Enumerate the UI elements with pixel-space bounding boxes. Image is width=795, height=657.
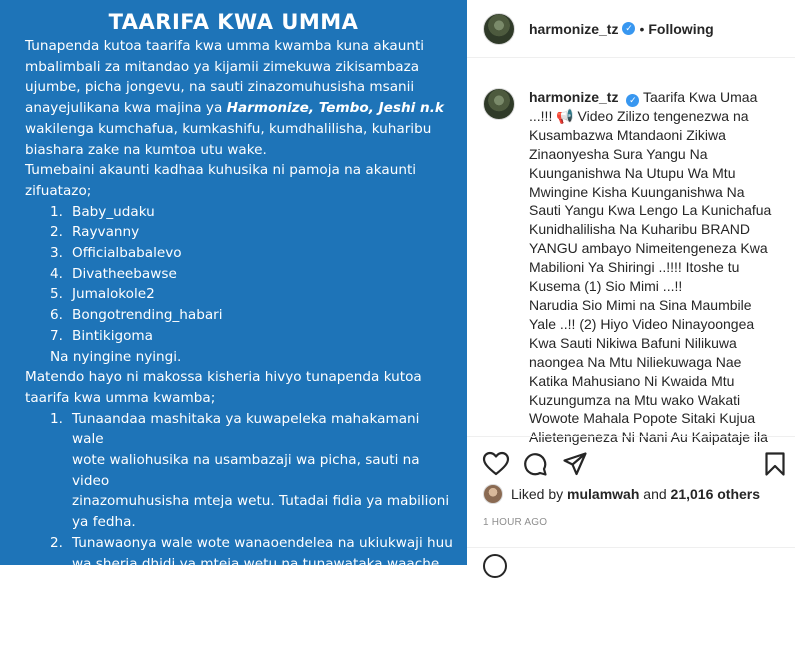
emoji-icon[interactable] — [483, 554, 507, 578]
demand-item — [25, 533, 455, 595]
likes-middle: and — [643, 486, 667, 502]
post-sidebar — [467, 0, 795, 565]
notice-title: TAARIFA KWA UMMA — [108, 10, 359, 34]
demand-line: wote waliohusika na usambazaji wa picha, sauti na video — [72, 452, 420, 489]
demand-line: wa sheria dhidi ya mteja wetu na tunawataka waache — [72, 555, 440, 572]
separator-dot: • — [639, 20, 645, 37]
issued-prefix: Imetolewa leo tarehe — [25, 617, 174, 634]
caption-body: Narudia Sio Mimi na Sina Maumbile Yale ..!! (2) Hiyo Video Ninayoongea Kwa Sauti Nikiwa Bafuni Nilikuwa naongea Na Mtu Niliekuwaga Nae Katika Mahusiano Ni Kwaida Mtu Kuzungumza na Mtu wako Wakati Wowote Mahala Popote Sitaki Kujua Alietengeneza Ni Nani Au Kaipataje ila — [529, 297, 768, 446]
caption-text — [529, 88, 777, 447]
demand-line: ya fedha. — [72, 514, 136, 531]
issued-line — [25, 616, 455, 637]
actions-line: Matendo hayo ni makossa kisheria hivyo tunapenda kutoa — [25, 369, 422, 386]
account-item — [25, 202, 455, 223]
demand-item — [25, 409, 455, 533]
accounts-list — [25, 202, 455, 347]
account-name: Divatheebawse — [72, 265, 177, 282]
list-number: 6. — [50, 307, 63, 324]
caption-username[interactable]: harmonize_tz — [529, 89, 619, 105]
artist-names: Harmonize, Tembo, Jeshi n.k — [226, 100, 444, 117]
list-number: 5. — [50, 286, 63, 303]
account-name: Bongotrending_habari — [72, 307, 223, 324]
liked-by-user[interactable]: mulamwah — [567, 486, 640, 502]
account-name: Bintikigoma — [72, 327, 153, 344]
bookmark-icon[interactable] — [765, 452, 785, 476]
account-name: Baby_udaku — [72, 203, 155, 220]
intro-line: wakilenga kumchafua, kumkashifu, kumdhalilisha, kuharibu — [25, 120, 432, 137]
issued-date: 14 April, 2021 — [173, 617, 282, 634]
caption-row — [483, 88, 779, 447]
list-number: 1. — [50, 410, 63, 427]
demand-line: zinazomuhusisha mteja wetu. Tutadai fidia ya mabilioni — [72, 493, 450, 510]
comment-icon[interactable] — [523, 452, 547, 476]
demand-line: Tunaandaa mashitaka ya kuwapeleka mahakamani wale — [72, 410, 420, 448]
caption-body: Taarifa Kwa Umaa ...!!! 📢 Video Zilizo tengenezwa na Kusambazwa Mtandaoni Zikiwa Zinaonyesha Sura Yangu Na Kuunganishwa Na Utupu Wa Mtu Mwingine Kisha Kuunganishwa Na Sauti Yangu Kwa Lengo La Kunichafua Kunidhalilisha Na Kuharibu BRAND YANGU ambayo Nimeitengeneza Kwa Mabilioni Ya Shiringi ..!!!! Itoshe tu Kusema (1) Sio Mimi ...!! — [529, 89, 772, 295]
intro-line: ujumbe, picha jongevu, na sauti zinazomuhusisha msanii — [25, 79, 415, 96]
actions-line: taarifa kwa umma kwamba; — [25, 389, 216, 406]
account-name: Jumalokole2 — [72, 286, 155, 303]
intro-line: Tunapenda kutoa taarifa kwa umma kwamba kuna akaunti — [25, 38, 425, 54]
account-item — [25, 264, 455, 285]
account-item — [25, 243, 455, 264]
action-bar — [467, 436, 795, 486]
post-header — [467, 0, 795, 58]
header-username[interactable]: harmonize_tz — [529, 20, 619, 37]
intro-line — [25, 98, 455, 119]
heart-icon[interactable] — [483, 452, 509, 476]
list-number: 2. — [50, 534, 63, 551]
found-line: zifuatazo; — [25, 182, 92, 199]
likes-summary[interactable] — [483, 484, 760, 504]
following-button[interactable]: Following — [648, 20, 714, 37]
list-number: 2. — [50, 224, 63, 241]
verified-badge-icon: ✓ — [622, 22, 635, 35]
avatar[interactable] — [483, 13, 515, 45]
demand-line: kufanya hivyo mara moja na kabisa. — [72, 576, 319, 593]
intro-line: biashara zake na kumtoa utu wake. — [25, 141, 267, 158]
account-item — [25, 305, 455, 326]
list-number: 1. — [50, 203, 63, 220]
account-item — [25, 284, 455, 305]
likes-count[interactable]: 21,016 others — [670, 486, 761, 502]
demands-list — [25, 409, 455, 595]
intro-line: mbalimbali za mitandao ya kijamii zimekuwa zikisambaza — [25, 58, 420, 75]
likes-prefix: Liked by — [511, 486, 564, 502]
account-item — [25, 326, 455, 347]
avatar[interactable] — [483, 88, 515, 120]
comment-bar — [467, 547, 795, 567]
list-number: 3. — [50, 245, 63, 262]
notice-body — [25, 36, 455, 657]
list-number: 7. — [50, 327, 63, 344]
caption-area[interactable] — [467, 58, 795, 446]
closing: Na, — [25, 638, 48, 655]
account-name: Officialbabalevo — [72, 245, 182, 262]
demand-line: Tunawaonya wale wote wanaoendelea na ukiukwaji huu — [72, 534, 453, 551]
many-more: Na nyingine nyingi. — [50, 348, 182, 365]
intro-text: anayejulikana kwa majina ya — [25, 100, 227, 117]
account-name: Rayvanny — [72, 224, 140, 241]
post-timestamp[interactable]: 1 HOUR AGO — [483, 517, 548, 528]
list-number: 4. — [50, 265, 63, 282]
share-icon[interactable] — [563, 452, 587, 476]
avatar — [483, 484, 503, 504]
verified-badge-icon: ✓ — [626, 94, 639, 107]
account-item — [25, 222, 455, 243]
found-line: Tumebaini akaunti kadhaa kuhusika ni pamoja na akaunti — [25, 162, 417, 179]
